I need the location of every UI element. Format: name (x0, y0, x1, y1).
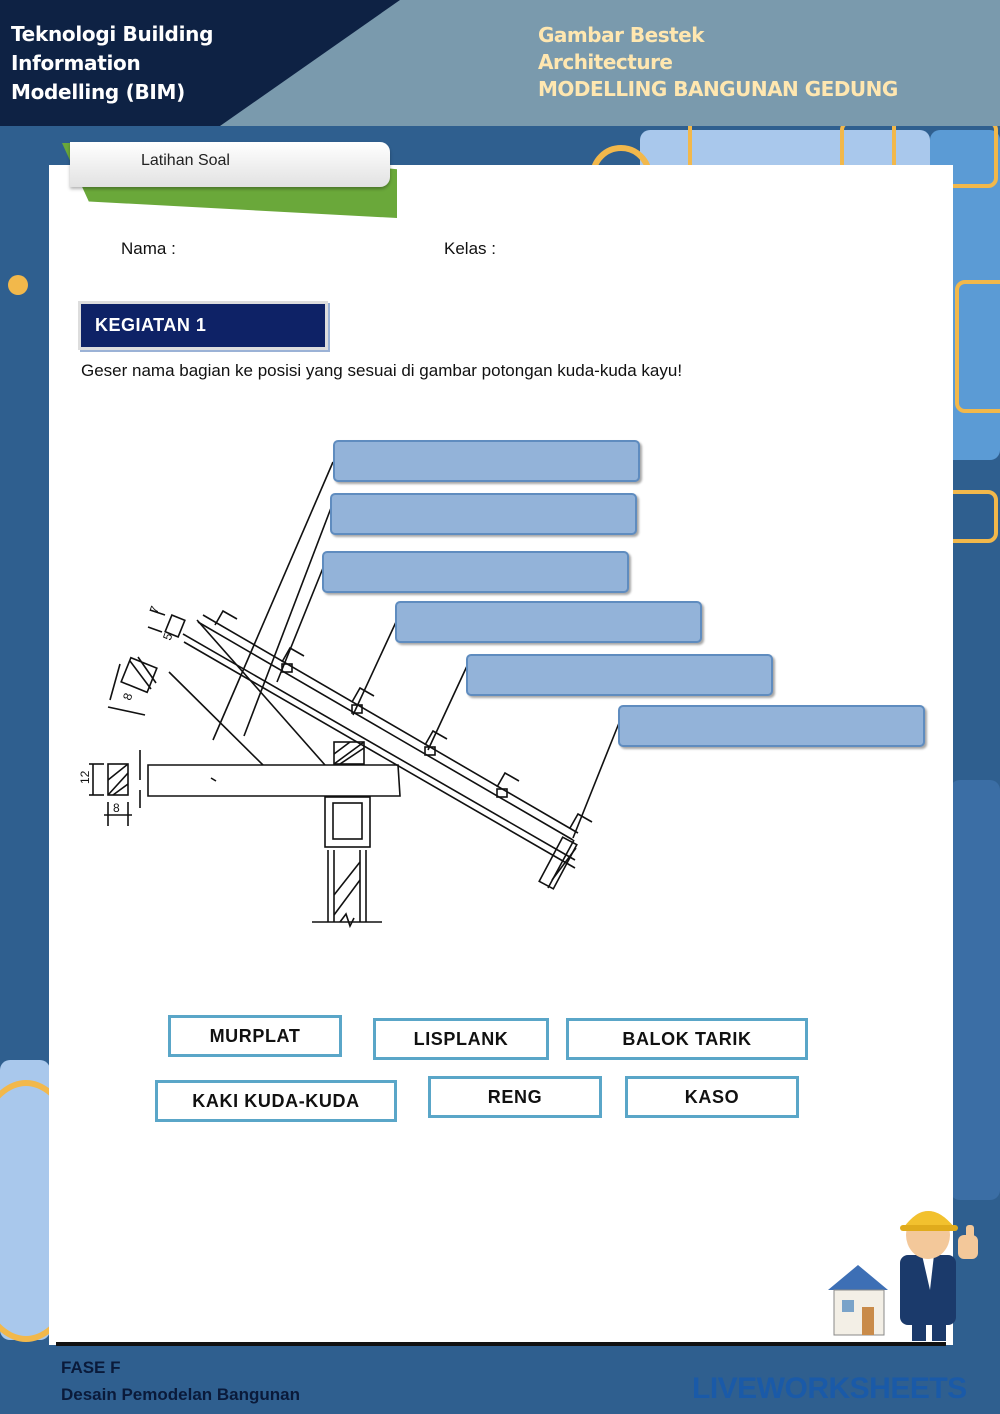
word-murplat[interactable]: MURPLAT (168, 1015, 342, 1057)
footer-subject: Desain Pemodelan Bangunan (61, 1385, 300, 1404)
header-subtitle-line: MODELLING BANGUNAN GEDUNG (538, 77, 898, 101)
builder-mascot-illustration (820, 1195, 1000, 1345)
name-label: Nama : (121, 239, 176, 258)
activity-instruction: Geser nama bagian ke posisi yang sesuai di gambar potongan kuda-kuda kayu! (81, 361, 683, 380)
activity-title: KEGIATAN 1 (95, 315, 207, 335)
header-subtitle-line: Gambar Bestek (538, 23, 705, 47)
word-balok-tarik[interactable]: BALOK TARIK (566, 1018, 808, 1060)
drop-target-2[interactable] (330, 493, 637, 535)
dim-label: 8 (113, 801, 120, 815)
dim-label: 5 (160, 631, 176, 643)
drop-target-5[interactable] (466, 654, 773, 696)
footer-text (61, 1354, 300, 1408)
dim-label: 12 (78, 770, 92, 784)
footer-divider (56, 1342, 946, 1346)
header-subtitle-line: Architecture (538, 50, 673, 74)
word-kaso[interactable]: KASO (625, 1076, 799, 1118)
footer-phase: FASE F (61, 1358, 121, 1377)
word-kaki-kuda-kuda[interactable]: KAKI KUDA-KUDA (155, 1080, 397, 1122)
drop-target-3[interactable] (322, 551, 629, 593)
ribbon-label: Latihan Soal (141, 152, 230, 169)
class-label: Kelas : (444, 239, 496, 258)
liveworksheets-logo: LIVEWORKSHEETS (692, 1372, 967, 1405)
dim-label: 8 (120, 691, 136, 703)
dim-label: 7 (146, 604, 163, 616)
drop-target-6[interactable] (618, 705, 925, 747)
word-reng[interactable]: RENG (428, 1076, 602, 1118)
drop-target-4[interactable] (395, 601, 702, 643)
drop-target-1[interactable] (333, 440, 640, 482)
header-title: Teknologi Building Information Modelling (BIM) (11, 22, 214, 104)
word-lisplank[interactable]: LISPLANK (373, 1018, 549, 1060)
